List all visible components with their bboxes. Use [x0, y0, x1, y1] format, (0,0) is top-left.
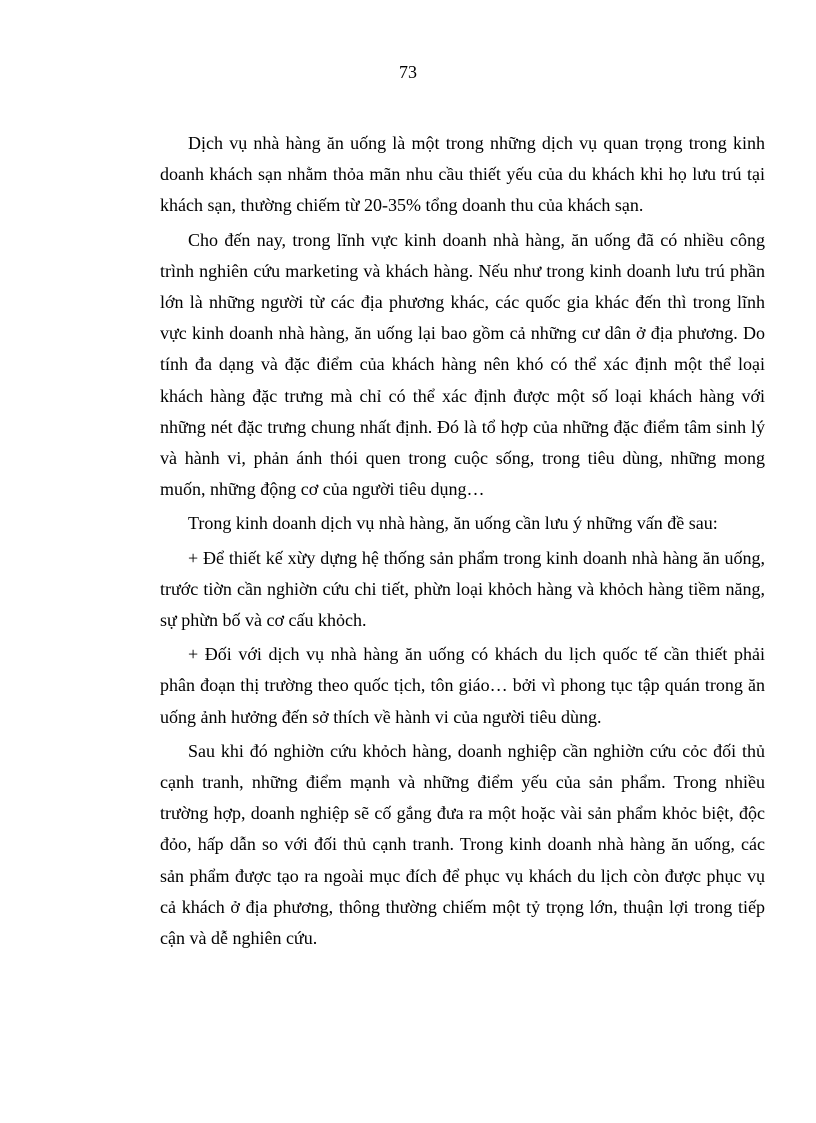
- page-number: 73: [399, 62, 417, 82]
- paragraph: + Để thiết kế xừy dựng hệ thống sản phẩm trong kinh doanh nhà hàng ăn uống, trước tiờn cần nghiờn cứu chi tiết, phừn loại khỏch hàng và khỏch hàng tiềm năng, sự phừn bố và cơ cấu khỏch.: [160, 547, 765, 631]
- paragraph: Trong kinh doanh dịch vụ nhà hàng, ăn uống cần lưu ý những vấn đề sau:: [188, 513, 718, 534]
- document-body: [160, 128, 765, 957]
- paragraph: Dịch vụ nhà hàng ăn uống là một trong những dịch vụ quan trọng trong kinh doanh khách sạn nhằm thỏa mãn nhu cầu thiết yếu của du khách khi họ lưu trú tại khách sạn, thường chiếm từ 20-35% tổng doanh thu của khách sạn.: [160, 133, 765, 216]
- paragraph: + Đối với dịch vụ nhà hàng ăn uống có khách du lịch quốc tế cần thiết phải phân đoạn thị trường theo quốc tịch, tôn giáo… bởi vì phong tục tập quán trong ăn uống ảnh hưởng đến sở thích về hành vi của người tiêu dùng.: [160, 644, 765, 727]
- paragraph: Cho đến nay, trong lĩnh vực kinh doanh nhà hàng, ăn uống đã có nhiều công trình nghiên cứu marketing và khách hàng. Nếu như trong kinh doanh lưu trú phần lớn là những người từ các địa phương khác, các quốc gia khác đến thì trong lĩnh vực kinh doanh nhà hàng, ăn uống lại bao gồm cả những cư dân ở địa phương. Do tính đa dạng và đặc điểm của khách hàng nên khó có thể xác định một thể loại khách hàng đặc trưng mà chỉ có thể xác định được một số loại khách hàng với những nét đặc trưng chung nhất định. Đó là tổ hợp của những đặc điểm tâm sinh lý và hành vi, phản ánh thói quen trong cuộc sống, trong tiêu dùng, những mong muốn, những động cơ của người tiêu dụng…: [160, 229, 765, 500]
- paragraph: Sau khi đó nghiờn cứu khỏch hàng, doanh nghiệp cần nghiờn cứu cỏc đối thủ cạnh tranh, những điểm mạnh và những điểm yếu của sản phẩm. Trong nhiều trường hợp, doanh nghiệp sẽ cố gắng đưa ra một hoặc vài sản phẩm khỏc biệt, độc đỏo, hấp dẫn so với đối thủ cạnh tranh. Trong kinh doanh nhà hàng ăn uống, các sản phẩm được tạo ra ngoài mục đích để phục vụ khách du lịch còn được phục vụ cả khách ở địa phương, thông thường chiếm một tỷ trọng lớn, thuận lợi trong tiếp cận và dễ nghiên cứu.: [160, 740, 765, 949]
